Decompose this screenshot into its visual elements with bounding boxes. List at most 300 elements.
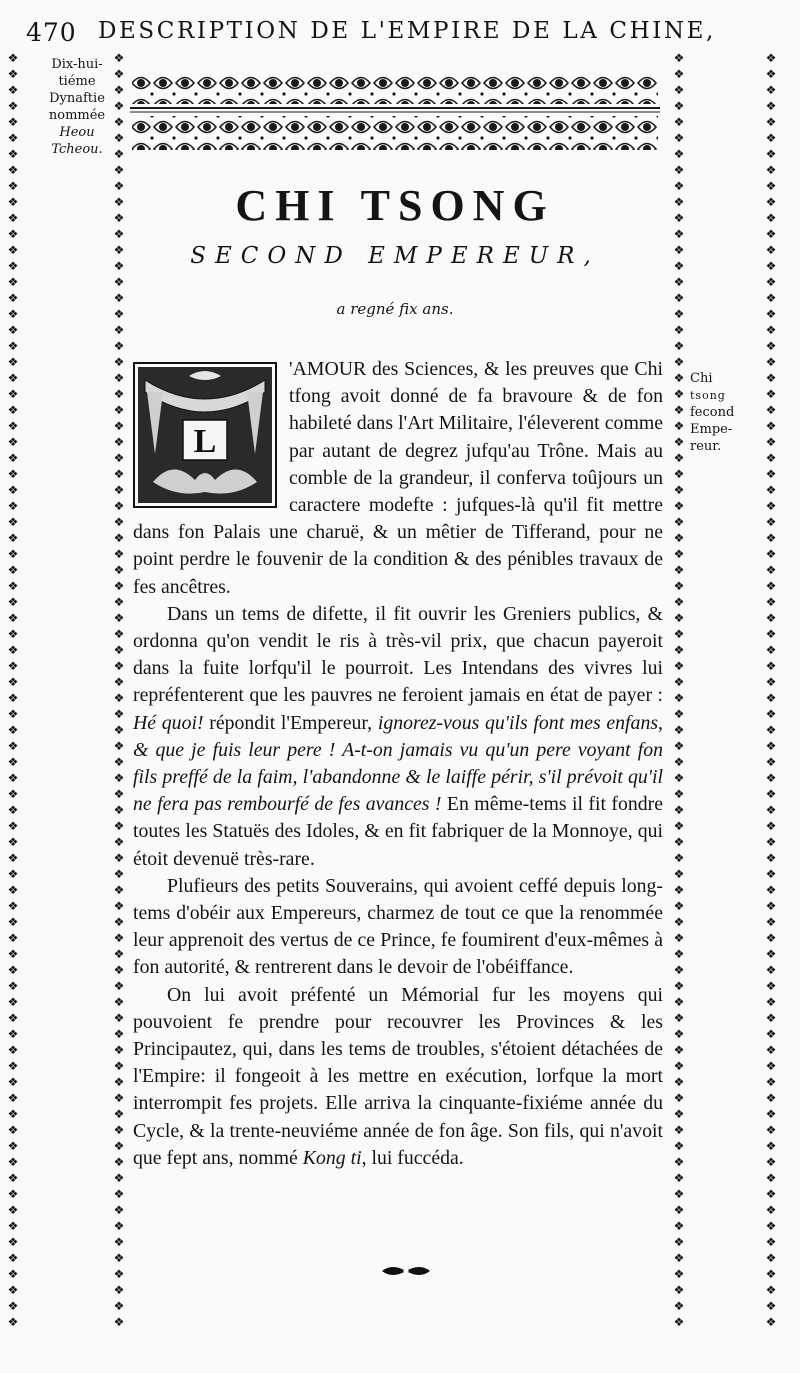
margin-note-line: Empe- bbox=[690, 422, 733, 437]
fleuron-ornament: ❖ bbox=[113, 115, 125, 129]
fleuron-ornament: ❖ bbox=[7, 291, 19, 305]
fleuron-ornament: ❖ bbox=[7, 851, 19, 865]
fleuron-ornament: ❖ bbox=[673, 51, 685, 65]
fleuron-ornament: ❖ bbox=[765, 915, 777, 929]
fleuron-ornament: ❖ bbox=[673, 147, 685, 161]
fleuron-ornament: ❖ bbox=[673, 1123, 685, 1137]
fleuron-ornament: ❖ bbox=[7, 1027, 19, 1041]
fleuron-ornament: ❖ bbox=[765, 595, 777, 609]
fleuron-ornament: ❖ bbox=[673, 499, 685, 513]
fleuron-ornament: ❖ bbox=[765, 483, 777, 497]
fleuron-ornament: ❖ bbox=[113, 707, 125, 721]
fleuron-ornament: ❖ bbox=[113, 1027, 125, 1041]
fleuron-ornament: ❖ bbox=[765, 467, 777, 481]
fleuron-ornament: ❖ bbox=[673, 979, 685, 993]
fleuron-ornament: ❖ bbox=[7, 579, 19, 593]
fleuron-ornament: ❖ bbox=[7, 755, 19, 769]
fleuron-ornament: ❖ bbox=[765, 99, 777, 113]
fleuron-ornament: ❖ bbox=[673, 115, 685, 129]
fleuron-ornament: ❖ bbox=[673, 691, 685, 705]
fleuron-ornament: ❖ bbox=[765, 1315, 777, 1329]
running-head: DESCRIPTION DE L'EMPIRE DE LA CHINE, bbox=[98, 18, 716, 44]
chapter-subtitle: SECOND EMPEREUR, bbox=[190, 243, 600, 269]
fleuron-ornament: ❖ bbox=[673, 883, 685, 897]
fleuron-ornament: ❖ bbox=[673, 1283, 685, 1297]
fleuron-ornament: ❖ bbox=[765, 1107, 777, 1121]
body-text bbox=[133, 356, 663, 1172]
fleuron-ornament: ❖ bbox=[7, 691, 19, 705]
fleuron-ornament: ❖ bbox=[113, 771, 125, 785]
fleuron-ornament: ❖ bbox=[673, 947, 685, 961]
fleuron-ornament: ❖ bbox=[673, 995, 685, 1009]
fleuron-ornament: ❖ bbox=[673, 675, 685, 689]
fleuron-ornament: ❖ bbox=[7, 547, 19, 561]
fleuron-ornament: ❖ bbox=[113, 67, 125, 81]
fleuron-ornament: ❖ bbox=[7, 387, 19, 401]
fleuron-ornament: ❖ bbox=[765, 419, 777, 433]
fleuron-ornament: ❖ bbox=[765, 931, 777, 945]
margin-note-line: reur. bbox=[690, 439, 722, 454]
fleuron-ornament: ❖ bbox=[113, 1251, 125, 1265]
fleuron-ornament: ❖ bbox=[765, 563, 777, 577]
fleuron-ornament: ❖ bbox=[673, 1203, 685, 1217]
fleuron-ornament: ❖ bbox=[765, 275, 777, 289]
fleuron-ornament: ❖ bbox=[765, 771, 777, 785]
fleuron-ornament: ❖ bbox=[765, 339, 777, 353]
fleuron-ornament: ❖ bbox=[113, 1219, 125, 1233]
fleuron-ornament: ❖ bbox=[7, 1315, 19, 1329]
fleuron-ornament: ❖ bbox=[7, 1203, 19, 1217]
fleuron-ornament: ❖ bbox=[765, 739, 777, 753]
fleuron-ornament: ❖ bbox=[765, 1075, 777, 1089]
fleuron-ornament: ❖ bbox=[113, 435, 125, 449]
fleuron-ornament: ❖ bbox=[7, 979, 19, 993]
fleuron-ornament: ❖ bbox=[113, 387, 125, 401]
fleuron-ornament: ❖ bbox=[673, 1091, 685, 1105]
initial-letter: L bbox=[193, 423, 217, 460]
fleuron-ornament: ❖ bbox=[7, 595, 19, 609]
fleuron-ornament: ❖ bbox=[673, 67, 685, 81]
text-run: En même-tems il fit fondre toutes les Statuës des Idoles, & en fit fabriquer de la Monnoye, qui étoit devenuë très-rare. bbox=[133, 793, 664, 870]
fleuron-ornament: ❖ bbox=[113, 83, 125, 97]
paragraph: 'AMOUR des Sciences, & les preuves que Chi tfong avoit donné de fa bravoure & de fon habileté dans l'Art Militaire, l'éleverent comme par autant de degrez jufqu'au Trône. Mais au comble de la grandeur, il conferva toûjours un caractere modefte : jufques-là qu'il fit mettre dans fon Palais une charuë, & un mêtier de Tifferand, pour ne point perdre le fouvenir de la condition & des pénibles travaux de fes ancêtres. bbox=[133, 358, 663, 598]
fleuron-border-inner-right bbox=[672, 50, 686, 1333]
fleuron-ornament: ❖ bbox=[7, 83, 19, 97]
fleuron-ornament: ❖ bbox=[113, 1091, 125, 1105]
fleuron-ornament: ❖ bbox=[7, 1219, 19, 1233]
fleuron-ornament: ❖ bbox=[113, 227, 125, 241]
fleuron-ornament: ❖ bbox=[765, 1235, 777, 1249]
fleuron-ornament: ❖ bbox=[673, 1251, 685, 1265]
fleuron-ornament: ❖ bbox=[113, 1043, 125, 1057]
fleuron-ornament: ❖ bbox=[113, 963, 125, 977]
fleuron-ornament: ❖ bbox=[113, 643, 125, 657]
fleuron-ornament: ❖ bbox=[113, 1315, 125, 1329]
fleuron-ornament: ❖ bbox=[765, 1283, 777, 1297]
fleuron-ornament: ❖ bbox=[673, 467, 685, 481]
fleuron-ornament: ❖ bbox=[7, 275, 19, 289]
fleuron-ornament: ❖ bbox=[7, 227, 19, 241]
fleuron-ornament: ❖ bbox=[113, 451, 125, 465]
fleuron-ornament: ❖ bbox=[7, 179, 19, 193]
fleuron-ornament: ❖ bbox=[113, 723, 125, 737]
fleuron-ornament: ❖ bbox=[113, 179, 125, 193]
fleuron-ornament: ❖ bbox=[7, 1011, 19, 1025]
fleuron-ornament: ❖ bbox=[673, 595, 685, 609]
fleuron-ornament: ❖ bbox=[765, 547, 777, 561]
fleuron-ornament: ❖ bbox=[113, 291, 125, 305]
italic-run: Hé quoi! bbox=[133, 711, 204, 734]
fleuron-ornament: ❖ bbox=[113, 755, 125, 769]
fleuron-ornament: ❖ bbox=[113, 915, 125, 929]
fleuron-ornament: ❖ bbox=[673, 867, 685, 881]
fleuron-ornament: ❖ bbox=[765, 1267, 777, 1281]
fleuron-ornament: ❖ bbox=[765, 755, 777, 769]
fleuron-ornament: ❖ bbox=[673, 403, 685, 417]
fleuron-ornament: ❖ bbox=[673, 419, 685, 433]
fleuron-border-far-right bbox=[764, 50, 778, 1333]
fleuron-ornament: ❖ bbox=[765, 659, 777, 673]
fleuron-ornament: ❖ bbox=[765, 211, 777, 225]
fleuron-ornament: ❖ bbox=[673, 707, 685, 721]
fleuron-ornament: ❖ bbox=[673, 803, 685, 817]
fleuron-ornament: ❖ bbox=[7, 563, 19, 577]
fleuron-ornament: ❖ bbox=[673, 531, 685, 545]
fleuron-ornament: ❖ bbox=[113, 563, 125, 577]
fleuron-ornament: ❖ bbox=[765, 515, 777, 529]
fleuron-ornament: ❖ bbox=[765, 259, 777, 273]
fleuron-ornament: ❖ bbox=[113, 867, 125, 881]
fleuron-ornament: ❖ bbox=[673, 739, 685, 753]
fleuron-ornament: ❖ bbox=[113, 899, 125, 913]
fleuron-ornament: ❖ bbox=[7, 419, 19, 433]
fleuron-ornament: ❖ bbox=[765, 1251, 777, 1265]
fleuron-ornament: ❖ bbox=[673, 835, 685, 849]
fleuron-ornament: ❖ bbox=[673, 435, 685, 449]
fleuron-ornament: ❖ bbox=[113, 1171, 125, 1185]
fleuron-ornament: ❖ bbox=[113, 1187, 125, 1201]
fleuron-ornament: ❖ bbox=[765, 451, 777, 465]
fleuron-ornament: ❖ bbox=[7, 163, 19, 177]
fleuron-ornament: ❖ bbox=[113, 979, 125, 993]
fleuron-ornament: ❖ bbox=[673, 755, 685, 769]
fleuron-ornament: ❖ bbox=[673, 1107, 685, 1121]
reign-note: a regné fix ans. bbox=[336, 300, 454, 318]
fleuron-ornament: ❖ bbox=[113, 1283, 125, 1297]
fleuron-ornament: ❖ bbox=[765, 115, 777, 129]
fleuron-ornament: ❖ bbox=[7, 835, 19, 849]
fleuron-ornament: ❖ bbox=[113, 1123, 125, 1137]
fleuron-ornament: ❖ bbox=[765, 1043, 777, 1057]
fleuron-ornament: ❖ bbox=[7, 867, 19, 881]
fleuron-ornament: ❖ bbox=[113, 835, 125, 849]
fleuron-ornament: ❖ bbox=[673, 179, 685, 193]
fleuron-ornament: ❖ bbox=[673, 387, 685, 401]
fleuron-ornament: ❖ bbox=[765, 1091, 777, 1105]
tailpiece-ornament bbox=[378, 1264, 434, 1278]
fleuron-ornament: ❖ bbox=[7, 1283, 19, 1297]
fleuron-ornament: ❖ bbox=[673, 1187, 685, 1201]
fleuron-ornament: ❖ bbox=[113, 803, 125, 817]
margin-note-line: fecond bbox=[690, 405, 735, 420]
fleuron-ornament: ❖ bbox=[673, 323, 685, 337]
fleuron-ornament: ❖ bbox=[673, 259, 685, 273]
fleuron-ornament: ❖ bbox=[765, 163, 777, 177]
fleuron-ornament: ❖ bbox=[765, 1155, 777, 1169]
fleuron-ornament: ❖ bbox=[113, 1299, 125, 1313]
fleuron-ornament: ❖ bbox=[673, 915, 685, 929]
fleuron-ornament: ❖ bbox=[113, 659, 125, 673]
fleuron-ornament: ❖ bbox=[765, 803, 777, 817]
fleuron-ornament: ❖ bbox=[7, 467, 19, 481]
fleuron-ornament: ❖ bbox=[765, 371, 777, 385]
italic-run: Kong ti bbox=[302, 1146, 362, 1169]
fleuron-ornament: ❖ bbox=[113, 243, 125, 257]
fleuron-ornament: ❖ bbox=[7, 771, 19, 785]
fleuron-ornament: ❖ bbox=[113, 531, 125, 545]
fleuron-ornament: ❖ bbox=[673, 611, 685, 625]
fleuron-ornament: ❖ bbox=[113, 995, 125, 1009]
fleuron-ornament: ❖ bbox=[7, 1139, 19, 1153]
fleuron-ornament: ❖ bbox=[113, 787, 125, 801]
fleuron-ornament: ❖ bbox=[765, 1139, 777, 1153]
fleuron-ornament: ❖ bbox=[673, 851, 685, 865]
fleuron-ornament: ❖ bbox=[7, 947, 19, 961]
fleuron-ornament: ❖ bbox=[7, 931, 19, 945]
fleuron-ornament: ❖ bbox=[765, 995, 777, 1009]
margin-note-line: Dynaftie bbox=[49, 91, 105, 106]
fleuron-ornament: ❖ bbox=[673, 275, 685, 289]
fleuron-ornament: ❖ bbox=[113, 515, 125, 529]
fleuron-ornament: ❖ bbox=[113, 275, 125, 289]
fleuron-ornament: ❖ bbox=[7, 1091, 19, 1105]
fleuron-ornament: ❖ bbox=[7, 67, 19, 81]
fleuron-ornament: ❖ bbox=[7, 51, 19, 65]
fleuron-ornament: ❖ bbox=[765, 851, 777, 865]
fleuron-ornament: ❖ bbox=[7, 195, 19, 209]
fleuron-ornament: ❖ bbox=[113, 675, 125, 689]
fleuron-ornament: ❖ bbox=[673, 307, 685, 321]
italic-run: ignorez-vous qu'ils font mes enfans, & que je fuis leur pere ! A-t-on jamais vu qu'un pere voyant fon fils preffé de la faim, l'abandonne & le laiffe périr, s'il prévoit qu'il ne fera pas rembourfé de fes avances ! bbox=[133, 711, 663, 816]
fleuron-ornament: ❖ bbox=[7, 627, 19, 641]
fleuron-ornament: ❖ bbox=[673, 1011, 685, 1025]
margin-note-line: Tcheou. bbox=[51, 142, 103, 157]
fleuron-ornament: ❖ bbox=[765, 963, 777, 977]
fleuron-ornament: ❖ bbox=[673, 563, 685, 577]
fleuron-ornament: ❖ bbox=[765, 643, 777, 657]
fleuron-ornament: ❖ bbox=[7, 819, 19, 833]
fleuron-ornament: ❖ bbox=[673, 451, 685, 465]
fleuron-ornament: ❖ bbox=[113, 931, 125, 945]
fleuron-ornament: ❖ bbox=[7, 307, 19, 321]
fleuron-ornament: ❖ bbox=[765, 867, 777, 881]
fleuron-border-far-left bbox=[6, 50, 20, 1333]
fleuron-ornament: ❖ bbox=[765, 1027, 777, 1041]
fleuron-ornament: ❖ bbox=[765, 899, 777, 913]
fleuron-ornament: ❖ bbox=[765, 131, 777, 145]
fleuron-ornament: ❖ bbox=[7, 1267, 19, 1281]
fleuron-ornament: ❖ bbox=[113, 739, 125, 753]
fleuron-ornament: ❖ bbox=[765, 611, 777, 625]
fleuron-ornament: ❖ bbox=[7, 1299, 19, 1313]
fleuron-ornament: ❖ bbox=[673, 291, 685, 305]
fleuron-ornament: ❖ bbox=[673, 547, 685, 561]
fleuron-ornament: ❖ bbox=[765, 835, 777, 849]
fleuron-ornament: ❖ bbox=[765, 387, 777, 401]
fleuron-ornament: ❖ bbox=[7, 1059, 19, 1073]
fleuron-ornament: ❖ bbox=[7, 1155, 19, 1169]
fleuron-ornament: ❖ bbox=[113, 947, 125, 961]
fleuron-ornament: ❖ bbox=[765, 147, 777, 161]
fleuron-ornament: ❖ bbox=[673, 1043, 685, 1057]
fleuron-ornament: ❖ bbox=[673, 483, 685, 497]
fleuron-ornament: ❖ bbox=[7, 131, 19, 145]
fleuron-ornament: ❖ bbox=[113, 1267, 125, 1281]
fleuron-ornament: ❖ bbox=[765, 947, 777, 961]
fleuron-ornament: ❖ bbox=[765, 195, 777, 209]
fleuron-ornament: ❖ bbox=[7, 643, 19, 657]
fleuron-ornament: ❖ bbox=[7, 963, 19, 977]
margin-note-line: Chi bbox=[690, 371, 713, 386]
paragraph bbox=[133, 601, 663, 873]
fleuron-ornament: ❖ bbox=[765, 1059, 777, 1073]
fleuron-ornament: ❖ bbox=[113, 483, 125, 497]
fleuron-ornament: ❖ bbox=[113, 1203, 125, 1217]
fleuron-ornament: ❖ bbox=[765, 227, 777, 241]
fleuron-ornament: ❖ bbox=[113, 1155, 125, 1169]
fleuron-ornament: ❖ bbox=[673, 1027, 685, 1041]
fleuron-ornament: ❖ bbox=[7, 99, 19, 113]
fleuron-ornament: ❖ bbox=[673, 211, 685, 225]
fleuron-ornament: ❖ bbox=[7, 707, 19, 721]
fleuron-ornament: ❖ bbox=[765, 435, 777, 449]
fleuron-ornament: ❖ bbox=[113, 1107, 125, 1121]
margin-note-line: nommée bbox=[48, 108, 106, 123]
text-run: répondit l'Empereur, bbox=[209, 711, 373, 734]
fleuron-ornament: ❖ bbox=[765, 83, 777, 97]
fleuron-ornament: ❖ bbox=[673, 515, 685, 529]
fleuron-ornament: ❖ bbox=[7, 403, 19, 417]
fleuron-ornament: ❖ bbox=[113, 1059, 125, 1073]
fleuron-ornament: ❖ bbox=[7, 435, 19, 449]
fleuron-ornament: ❖ bbox=[7, 1075, 19, 1089]
fleuron-ornament: ❖ bbox=[673, 1235, 685, 1249]
fleuron-ornament: ❖ bbox=[113, 467, 125, 481]
fleuron-ornament: ❖ bbox=[765, 51, 777, 65]
fleuron-ornament: ❖ bbox=[765, 1299, 777, 1313]
fleuron-ornament: ❖ bbox=[7, 995, 19, 1009]
fleuron-ornament: ❖ bbox=[765, 1219, 777, 1233]
fleuron-ornament: ❖ bbox=[673, 1299, 685, 1313]
fleuron-ornament: ❖ bbox=[7, 1187, 19, 1201]
fleuron-ornament: ❖ bbox=[765, 307, 777, 321]
fleuron-ornament: ❖ bbox=[7, 499, 19, 513]
fleuron-ornament: ❖ bbox=[7, 371, 19, 385]
fleuron-ornament: ❖ bbox=[113, 1139, 125, 1153]
fleuron-ornament: ❖ bbox=[7, 339, 19, 353]
fleuron-ornament: ❖ bbox=[673, 819, 685, 833]
fleuron-ornament: ❖ bbox=[7, 899, 19, 913]
fleuron-ornament: ❖ bbox=[7, 675, 19, 689]
fleuron-ornament: ❖ bbox=[113, 1235, 125, 1249]
fleuron-ornament: ❖ bbox=[7, 659, 19, 673]
fleuron-ornament: ❖ bbox=[113, 259, 125, 273]
fleuron-ornament: ❖ bbox=[113, 547, 125, 561]
fleuron-ornament: ❖ bbox=[113, 355, 125, 369]
fleuron-ornament: ❖ bbox=[673, 723, 685, 737]
fleuron-ornament: ❖ bbox=[673, 787, 685, 801]
fleuron-ornament: ❖ bbox=[765, 1171, 777, 1185]
fleuron-ornament: ❖ bbox=[765, 819, 777, 833]
fleuron-ornament: ❖ bbox=[673, 1315, 685, 1329]
fleuron-ornament: ❖ bbox=[7, 1171, 19, 1185]
fleuron-ornament: ❖ bbox=[113, 211, 125, 225]
chapter-title: CHI TSONG bbox=[235, 181, 555, 230]
page-number: 470 bbox=[26, 18, 77, 47]
fleuron-ornament: ❖ bbox=[113, 307, 125, 321]
fleuron-ornament: ❖ bbox=[113, 691, 125, 705]
fleuron-ornament: ❖ bbox=[113, 883, 125, 897]
fleuron-ornament: ❖ bbox=[7, 803, 19, 817]
fleuron-ornament: ❖ bbox=[673, 1059, 685, 1073]
fleuron-ornament: ❖ bbox=[7, 739, 19, 753]
fleuron-ornament: ❖ bbox=[113, 403, 125, 417]
fleuron-ornament: ❖ bbox=[673, 131, 685, 145]
fleuron-ornament: ❖ bbox=[7, 259, 19, 273]
fleuron-ornament: ❖ bbox=[673, 1139, 685, 1153]
fleuron-ornament: ❖ bbox=[765, 355, 777, 369]
fleuron-ornament: ❖ bbox=[7, 515, 19, 529]
fleuron-ornament: ❖ bbox=[673, 1155, 685, 1169]
fleuron-ornament: ❖ bbox=[765, 979, 777, 993]
fleuron-ornament: ❖ bbox=[7, 1043, 19, 1057]
ornamental-headpiece bbox=[130, 72, 660, 154]
fleuron-ornament: ❖ bbox=[673, 355, 685, 369]
fleuron-ornament: ❖ bbox=[765, 1123, 777, 1137]
paragraph bbox=[133, 982, 663, 1172]
fleuron-ornament: ❖ bbox=[673, 963, 685, 977]
fleuron-ornament: ❖ bbox=[765, 787, 777, 801]
fleuron-ornament: ❖ bbox=[113, 195, 125, 209]
margin-note-line: Dix-hui- bbox=[51, 57, 103, 72]
fleuron-ornament: ❖ bbox=[673, 195, 685, 209]
fleuron-ornament: ❖ bbox=[113, 819, 125, 833]
fleuron-ornament: ❖ bbox=[673, 771, 685, 785]
fleuron-ornament: ❖ bbox=[673, 1219, 685, 1233]
paragraph: Plufieurs des petits Souverains, qui avoient ceffé depuis long-tems d'obéir aux Empereurs, charmez de tout ce que la renommée leur apprenoit des vertus de ce Prince, fe foumirent d'eux-mêmes à fon autorité, & rentrerent dans le devoir de l'obéiffance. bbox=[133, 874, 663, 979]
fleuron-ornament: ❖ bbox=[765, 1203, 777, 1217]
fleuron-ornament: ❖ bbox=[7, 883, 19, 897]
fleuron-ornament: ❖ bbox=[7, 483, 19, 497]
fleuron-ornament: ❖ bbox=[673, 83, 685, 97]
fleuron-ornament: ❖ bbox=[113, 323, 125, 337]
fleuron-ornament: ❖ bbox=[673, 579, 685, 593]
margin-note-line: tiéme bbox=[58, 74, 96, 89]
fleuron-ornament: ❖ bbox=[7, 611, 19, 625]
fleuron-ornament: ❖ bbox=[765, 243, 777, 257]
fleuron-ornament: ❖ bbox=[673, 1267, 685, 1281]
fleuron-ornament: ❖ bbox=[7, 1235, 19, 1249]
fleuron-ornament: ❖ bbox=[673, 1171, 685, 1185]
fleuron-ornament: ❖ bbox=[113, 851, 125, 865]
text-run: Dans un tems de difette, il fit ouvrir les Greniers publics, & ordonna qu'on vendit le ris à très-vil prix, que chacun payeroit dans la fuite lorfqu'il le pourroit. Les Intendans des vivres lui repréfenterent que les pauvres ne feroient jamais en état de payer : bbox=[133, 602, 663, 707]
fleuron-ornament: ❖ bbox=[673, 899, 685, 913]
fleuron-ornament: ❖ bbox=[7, 211, 19, 225]
fleuron-ornament: ❖ bbox=[113, 499, 125, 513]
fleuron-ornament: ❖ bbox=[7, 787, 19, 801]
fleuron-ornament: ❖ bbox=[113, 147, 125, 161]
fleuron-ornament: ❖ bbox=[7, 723, 19, 737]
